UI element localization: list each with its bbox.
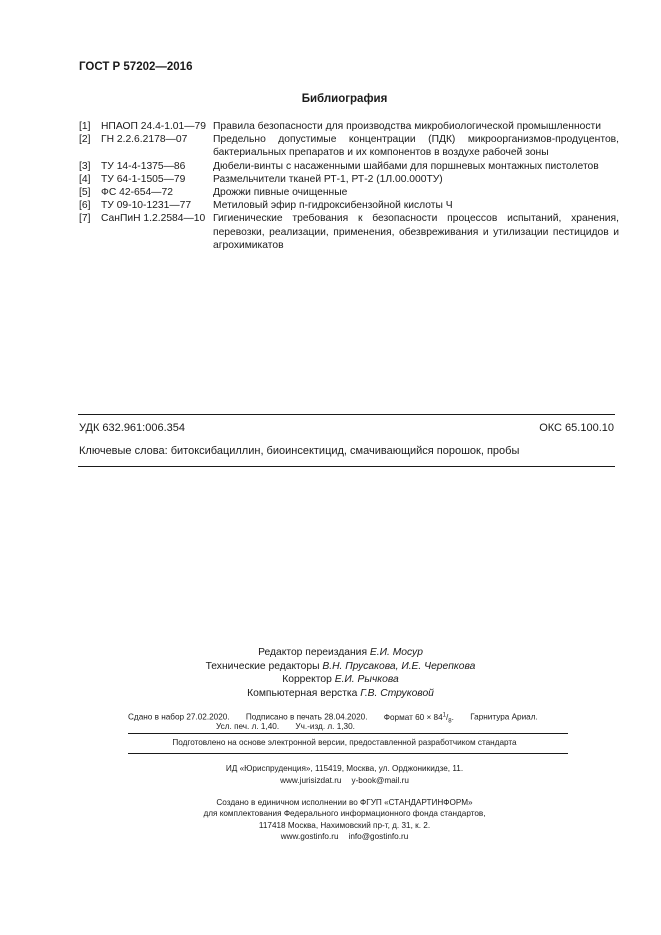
credit-name: Г.В. Струковой (360, 687, 434, 699)
entry-title: Размельчители тканей РТ-1, РТ-2 (1Л.00.000ТУ) (213, 173, 443, 185)
credit-label: Корректор (282, 674, 332, 685)
entry-number: [1] (79, 121, 91, 132)
bibliography-entry (79, 212, 619, 252)
print-sheets: Усл. печ. л. 1,40. (216, 722, 280, 731)
bibliography-entry (79, 160, 619, 173)
credit-name: В.Н. Прусакова, И.Е. Черепкова (322, 660, 476, 672)
bibliography-entry (79, 173, 619, 186)
credit-name: Е.И. Мосур (369, 647, 423, 658)
publishing-sheets: Уч.-изд. л. 1,30. (295, 722, 355, 731)
document-code: ГОСТ Р 57202—2016 (79, 61, 193, 73)
bibliography-entry (79, 133, 619, 159)
keywords: Ключевые слова: битоксибациллин, биоинсектицид, смачивающийся порошок, пробы (79, 445, 520, 457)
entry-title: Гигиенические требования к безопасности процессов испытаний, хранения, перевозки, реализации, применения, обезвреживания и утилизации пестицидов и агрохимикатов (213, 213, 619, 251)
entry-number: [6] (79, 200, 91, 212)
entry-code: НПАОП 24.4-1.01—79 (101, 121, 207, 132)
entry-title: Метиловый эфир п-гидроксибензойной кислоты Ч (213, 200, 453, 212)
entry-number: [5] (79, 187, 91, 199)
credit-corrector (20, 673, 661, 687)
bibliography-entry (79, 120, 619, 133)
producer-block (0, 797, 661, 842)
credit-label: Редактор переиздания (258, 647, 368, 658)
producer-address: 117418 Москва, Нахимовский пр-т, д. 31, к. 2. (258, 820, 431, 830)
entry-code: ФС 42-654—72 (101, 187, 173, 199)
credits-block (0, 646, 661, 700)
producer-site-link[interactable]: www.gostinfo.ru (280, 831, 339, 841)
prepared-note: Подготовлено на основе электронной версии, предоставленной разработчиком стандарта (172, 738, 517, 747)
signed-date: Подписано в печать 28.04.2020. (245, 712, 368, 722)
entry-number: [4] (79, 173, 91, 185)
entry-code: ТУ 09-10-1231—77 (101, 200, 192, 212)
entry-title: Правила безопасности для производства микробиологической промышленности (213, 121, 601, 132)
entry-code: ТУ 64-1-1505—79 (101, 173, 186, 185)
entry-code: СанПиН 1.2.2584—10 (101, 213, 206, 225)
bibliography-entry (79, 199, 619, 212)
bibliography-list (79, 120, 619, 252)
divider-bottom (78, 466, 615, 467)
publisher-email-link[interactable]: y-book@mail.ru (351, 775, 409, 785)
print-sheets-line (216, 721, 355, 733)
divider-print (128, 733, 568, 734)
publisher-contacts (28, 775, 661, 787)
credit-tech-editors (20, 660, 661, 674)
credit-editor (20, 646, 661, 660)
publisher-site-link[interactable]: www.jurisizdat.ru (280, 775, 342, 785)
credit-name: Е.И. Рычкова (334, 674, 399, 685)
udc-code: УДК 632.961:006.354 (79, 422, 185, 434)
publisher-block (0, 763, 661, 786)
credit-layout (20, 687, 661, 701)
producer-email-link[interactable]: info@gostinfo.ru (348, 831, 409, 841)
publisher-address: ИД «Юриспруденция», 115419, Москва, ул. Орджоникидзе, 11. (225, 764, 464, 773)
entry-number: [2] (79, 134, 91, 146)
entry-number: [7] (79, 213, 91, 225)
oks-code: ОКС 65.100.10 (539, 422, 614, 434)
sent-date: Сдано в набор 27.02.2020. (128, 712, 230, 722)
producer-contacts (28, 831, 661, 842)
bibliography-title: Библиография (301, 93, 388, 105)
entry-title: Предельно допустимые концентрации (ПДК) микроорганизмов-продуцентов, бактериальных препаратов и их компонентов в воздухе рабочей зоны (213, 134, 619, 159)
credit-label: Компьютерная верстка (247, 687, 358, 699)
bibliography-entry (79, 186, 619, 199)
producer-line-2: для комплектования Федерального информационного фонда стандартов, (203, 809, 486, 819)
typeface: Гарнитура Ариал. (470, 712, 538, 722)
credit-label: Технические редакторы (205, 660, 320, 672)
entry-number: [3] (79, 160, 91, 172)
entry-code: ГН 2.2.6.2178—07 (101, 134, 188, 146)
divider-top (78, 414, 615, 415)
format: Формат $60 \times 84^1/_8$. (383, 712, 454, 725)
producer-line-1: Создано в единичном исполнении во ФГУП «СТАНДАРТИНФОРМ» (216, 798, 473, 807)
entry-title: Дюбели-винты с насаженными шайбами для поршневых монтажных пистолетов (213, 160, 599, 172)
divider-prepared (128, 753, 568, 754)
entry-title: Дрожжи пивные очищенные (213, 187, 348, 199)
entry-code: ТУ 14-4-1375—86 (101, 160, 186, 172)
